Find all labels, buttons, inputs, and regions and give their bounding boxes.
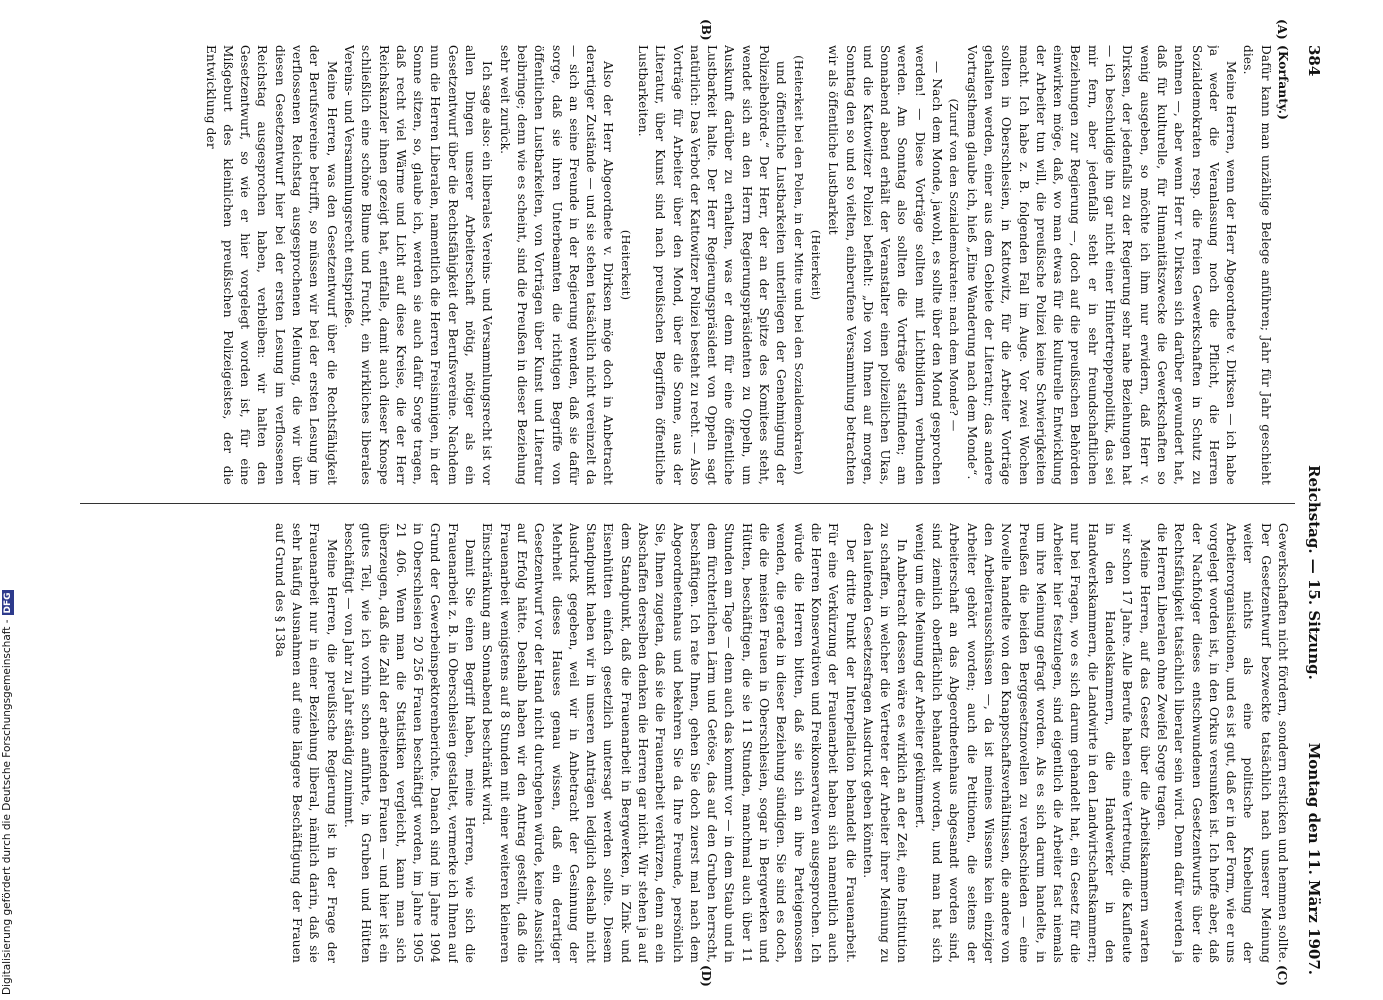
left-column-paragraph: (Heiterkeit)	[808, 229, 823, 301]
page-title: Reichstag. — 15. Sitzung.	[1305, 465, 1323, 680]
right-column-paragraph: In Anbetracht dessen wäre es wirklich an der Zeit, eine Institution zu schaffen, in welcher die Vertreter der Arbeiter ihrer Meinung zu den laufenden Gesetzesfragen Ausdruck geben könnten.	[860, 523, 910, 963]
right-column	[81, 523, 1291, 963]
left-column-paragraph: (Heiterkeit)	[618, 229, 633, 301]
rotated-sheet	[70, 19, 1325, 987]
left-column-paragraph: (Korfanty.)	[1276, 45, 1290, 121]
page-number: 384	[1305, 45, 1323, 77]
page-header	[1299, 45, 1325, 975]
margin-mark-d: (D)	[699, 965, 713, 987]
left-column-paragraph: (Heiterkeit bei den Polen, in der Mitte und bei den Sozialdemokraten)	[791, 55, 806, 475]
left-column-paragraph: Also der Herr Abgeordnete v. Dirksen möge doch in Anbetracht derartiger Zustände — und sie stehen tatsächlich nicht vereinzelt da — sich an seine Freunde in der Regierung wenden, daß sie dafür sorge, daß sie ihren Unterbeamten die richtigen Begriffe von öffentlichen Lustbarkeiten, von Vorträgen über Kunst und Literatur beibringe; denn wie es scheint, sind die Preußen in dieser Beziehung sehr weit zurück.	[497, 45, 616, 485]
left-column-paragraph: und öffentliche Lustbarkeiten unterliegen der Genehmigung der Polizeibehörde.“ Der Herr, der an der Spitze des Komitees steht, wendet sich an den Herrn Regierungspräsidenten zu Oppeln, um Auskunft darüber zu erhalten, was er denn für eine öffentliche Lustbarkeit halte. Der Herr Regierungspräsident von Oppeln sagt natürlich: Das Verbot der Kattowitzer Polizei besteht zu recht. — Also Vorträge für Arbeiter über den Mond, über die Sonne, aus der Literatur, über Kunst sind nach preußischen Begriffen öffentliche Lustbarkeiten.	[636, 45, 789, 485]
right-column-paragraph: Damit Sie einen Begriff haben, meine Herren, wie sich die Frauenarbeit z. B. in Oberschlesien gestaltet, vermerke ich Ihnen auf Grund der Gewerbeinspektorenberichte. Danach sind im Jahre 1904 in Oberschlesien 20 256 Frauen beschäftigt worden, im Jahre 1905 21 406. Wenn man die Statistiken vergleicht, kann man sich überzeugen, daß die Zahl der arbeitenden Frauen — und hier ist ein gutes Teil, wie ich vorhin schon anführte, in Gruben und Hütten beschäftigt — von Jahr zu Jahr ständig zunimmt.	[341, 523, 478, 963]
margin-mark-b: (B)	[699, 19, 713, 41]
left-column-paragraph: (Zuruf von den Sozialdemokraten: nach dem Monde? —	[947, 98, 962, 432]
digitization-notice	[1, 0, 19, 995]
left-column-paragraph: Ich sage also: ein liberales Vereins- und Versammlungsrecht ist vor allen Dingen unserer Arbeiterschaft nötig, nötiger als ein Gesetzentwurf über die Rechtsfähigkeit der Berufsvereine. Nachdem nun die Herren Liberalen, namentlich die Herren Freisinnigen, in der Sonne sitzen, so, glaube ich, werden sie auch dafür Sorge tragen, daß recht viel Wärme und Licht auf diese Kreise, die der Herr Reichskanzler ihnen gezeigt hat, entfalle, damit auch dieser Knospe schließlich eine schöne Blume und Frucht, ein wirkliches liberales Vereins- und Versammlungsrecht entsprieße.	[341, 45, 495, 485]
right-column-paragraph: Meine Herren, die preußische Regierung ist in der Frage der Frauenarbeit nur in einer Beziehung liberal, nämlich darin, daß sie sehr häufig Ausnahmen auf eine längere Beschäftigung der Frauen auf Grund des § 138a	[272, 523, 339, 963]
right-column-paragraph: Gewerkschaften nicht fördern, sondern ersticken und hemmen sollte. Der Gesetzentwurf bezweckte tatsächlich nach unserer Meinung weiter nichts als eine politische Knebelung der Arbeiterorganisationen, und es ist gut, daß er in der Form, wie er uns vorgelegt worden ist, in den Orkus versunken ist. Ich hoffe aber, daß der Nachfolger dieses entschwundenen Gesetzentwurfs über die Rechtsfähigkeit tatsächlich liberaler sein wird. Denn dafür werden ja die Herren Liberalen ohne Zweifel Sorge tragen.	[1154, 523, 1290, 963]
margin-mark-c: (C)	[1275, 965, 1289, 986]
dfg-logo: DFG	[3, 592, 13, 614]
right-column-paragraph: Meine Herren, auf das Gesetz über die Arbeitskammern warten wir schon 17 Jahre. Alle Berufe haben eine Vertretung, die Kaufleute in den Handelskammern, die Handwerker in den Handwerkskammern, die Landwirte in den Landwirtschaftskammern; nur bei Fragen, wo es sich darum gehandelt hat, ein Gesetz für die Arbeiter hier festzulegen, sind eigentlich die Arbeiter fast niemals um ihre Meinung gefragt worden. Als es sich darum handelte, in Preußen die beiden Berggesetznovellen zu verabschieden — eine Novelle handelte von den Knappschaftsverhältnissen, die andere von den Arbeiterausschüssen —, da ist meines Wissens kein einziger Arbeiter gehört worden; auch die Petitionen, die seitens der Arbeiterschaft an das Abgeordnetenhaus abgesandt worden sind, sind ziemlich oberflächlich behandelt worden, und man hat sich wenig um die Meinung der Arbeiter gekümmert.	[912, 523, 1152, 963]
left-column-paragraph: Dafür kann man unzählige Belege anführen; Jahr für Jahr geschieht dies.	[1241, 45, 1273, 485]
left-column-paragraph: — Nach dem Monde, jawohl, es sollte über den Mond gesprochen werden! — Diese Vorträge sollten mit Lichtbildern verbunden werden. Am Sonntag also sollten die Vorträge stattfinden; am Sonnabend abend erhält der Veranstalter einen polizeilichen Ukas, und die Kattowitzer Polizei befiehlt: „Die von Ihnen auf morgen, Sonntag den so und so vielten, einberufene Versammlung betrachten wir als öffentliche Lustbarkeit	[826, 45, 945, 485]
left-column-paragraph: Meine Herren, was den Gesetzentwurf über die Rechtsfähigkeit der Berufsvereine betrifft, so müssen wir bei der ersten Lesung im verflossenen Reichstag ausgesprochenen Meinung, die wir über diesen Gesetzentwurf hier bei der ersten Lesung im verflossenen Reichstag ausgesprochen haben, verbleiben: wir halten den Gesetzentwurf, so wie er hier vorgelegt worden ist, für eine Mißgeburt des kleinlichen preußischen Polizeigeistes, der die Entwicklung der	[203, 45, 339, 485]
left-column	[81, 45, 1291, 485]
footer-text: Digitalisierung gefördert durch die Deutsche Forschungsgemeinschaft -	[1, 619, 13, 995]
margin-mark-a: (A)	[1275, 19, 1289, 40]
left-column-paragraph: Meine Herren, wenn der Herr Abgeordnete v. Dirksen — ich habe ja weder die Veranlassung noch die Pflicht, die Herren Sozialdemokraten resp. die freien Gewerkschaften in Schutz zu nehmen —, aber wenn Herr v. Dirksen sich darüber gewundert hat, daß für kulturelle, für Humanitätszwecke die Gewerkschaften so wenig ausgeben, so möchte ich ihm nur erwidern, daß Herr v. Dirksen, der jedenfalls zu der Regierung sehr nahe Beziehungen hat — ich beschuldige ihn gar nicht einer Hintertreppenpolitik, das sei mir fern, aber jedenfalls steht er in sehr freundschaftlichen Beziehungen zur Regierung —, doch auf die preußischen Behörden einwirken möge, daß, wo man etwas für die kulturelle Entwicklung der Arbeiter tun will, die preußische Polizei keine Schwierigkeiten macht. Ich habe z. B. folgenden Fall im Auge. Vor zwei Wochen sollten in Oberschlesien, in Kattowitz, für die Arbeiter Vorträge gehalten werden, einer aus dem Gebiete der Literatur; das andere Vortragsthema glaube ich, hieß „Eine Wanderung nach dem Monde“.	[964, 45, 1239, 485]
column-divider	[80, 503, 1295, 504]
page-date: Montag den 11. März 1907.	[1305, 742, 1323, 975]
right-column-paragraph: Der dritte Punkt der Interpellation behandelt die Frauenarbeit. Für eine Verkürzung der Frauenarbeit haben sich namentlich auch die Herren Konservativen und Freikonservativen ausgesprochen. Ich würde die Herren bitten, daß sie sich an ihre Parteigenossen wenden, die gerade in dieser Beziehung sündigen. Sie sind es doch, die die meisten Frauen in Oberschlesien, sogar in Bergwerken und Hütten, beschäftigen, die sie 11 Stunden, manchmal auch über 11 Stunden am Tage — denn auch das kommt vor — in dem Staub und in dem fürchterlichen Lärm und Getöse, das auf den Gruben herrscht, beschäftigen. Ich rate Ihnen, gehen Sie doch zuerst mal nach dem Abgeordnetenhaus und bekehren Sie da Ihre Freunde, persönlich Sie, Ihnen zugetan, daß sie die Frauenarbeit verkürzen, denn an ein Abschaffen derselben denken die Herren gar nicht. Wir stehen ja auf dem Standpunkt, daß die Frauenarbeit in Bergwerken, in Zink- und Eisenhütten einfach gesetzlich untersagt werden sollte. Diesem Standpunkt haben wir in unseren Anträgen lediglich deshalb nicht Ausdruck gegeben, weil wir in Anbetracht der Gesinnung der Mehrheit dieses Hauses genau wissen, daß ein derartiger Gesetzentwurf vor der Hand nicht durchgehen würde, keine Aussicht auf Erfolg hätte. Deshalb haben wir den Antrag gestellt, daß die Frauenarbeit wenigstens auf 8 Stunden mit einer weiteren kleineren Einschränkung am Sonnabend beschränkt wird.	[480, 523, 858, 963]
